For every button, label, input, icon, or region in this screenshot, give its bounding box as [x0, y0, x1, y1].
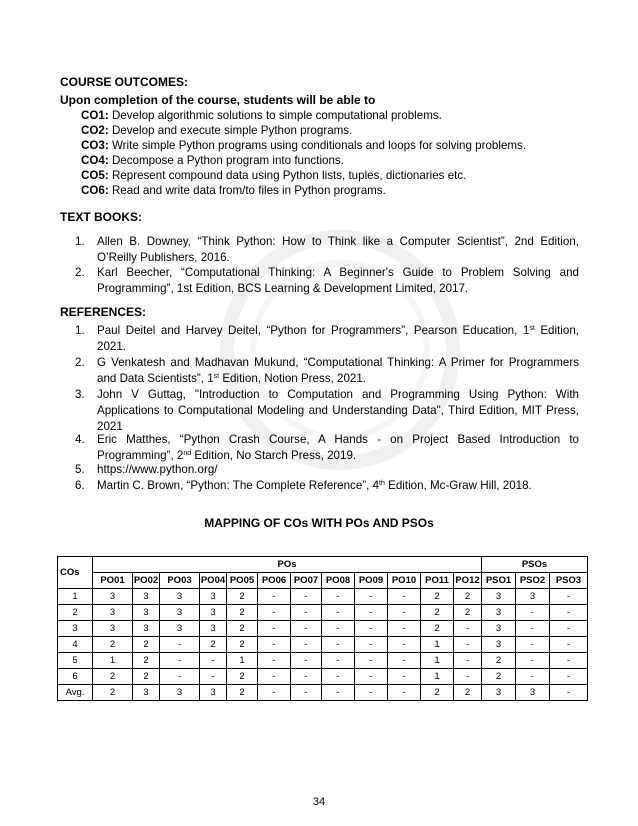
reference-superscript: th	[379, 480, 385, 487]
reference-superscript: st	[213, 373, 220, 380]
reference-text	[97, 387, 579, 435]
mapping-title: MAPPING OF COs WITH POs AND PSOs	[204, 516, 434, 530]
table-cell: -	[454, 621, 482, 637]
text-book-text-content: Karl Beecher, “Computational Thinking: A Beginner's Guide to Problem Solving and Programming”, 1st Edition, BCS Learning & Development Limited, 2017.	[97, 266, 579, 295]
course-outcome-item	[81, 169, 466, 182]
table-cell: 1	[421, 669, 454, 685]
reference-text	[97, 478, 579, 494]
table-cell: -	[258, 637, 291, 653]
table-row	[58, 637, 588, 653]
table-cell: 2	[93, 637, 133, 653]
table-cell: 3	[93, 589, 133, 605]
course-outcome-text: Develop algorithmic solutions to simple computational problems.	[111, 109, 442, 122]
table-cell: 2	[482, 653, 516, 669]
course-outcome-text: Decompose a Python program into functions.	[111, 154, 344, 167]
row-co-label: Avg.	[58, 685, 93, 701]
course-outcome-text: Read and write data from/to files in Python programs.	[111, 184, 386, 197]
text-book-text-content: Allen B. Downey, “Think Python: How to Think like a Computer Scientist”, 2nd Edition, O’Reilly Publishers, 2016.	[97, 235, 579, 264]
course-outcome-code: CO4:	[81, 154, 109, 167]
column-header: PO01	[93, 573, 133, 589]
table-cell: -	[160, 637, 200, 653]
column-header: PSO2	[516, 573, 550, 589]
table-cell: 3	[482, 637, 516, 653]
table-cell: -	[291, 637, 322, 653]
table-cell: 3	[200, 685, 227, 701]
table-cell: -	[258, 685, 291, 701]
course-outcome-code: CO3:	[81, 139, 109, 152]
table-cell: -	[258, 605, 291, 621]
text-book-text	[97, 234, 579, 266]
table-cell: 2	[421, 605, 454, 621]
reference-number: 2.	[75, 356, 85, 369]
mapping-table-body	[58, 589, 588, 701]
course-outcome-item	[81, 124, 352, 137]
table-cell: 2	[227, 637, 258, 653]
table-row	[58, 621, 588, 637]
table-cell: -	[516, 653, 550, 669]
reference-text-tail: Edition, No Starch Press, 2019.	[191, 449, 357, 462]
reference-number: 5.	[75, 463, 85, 476]
table-cell: -	[454, 653, 482, 669]
course-outcome-item	[81, 139, 526, 152]
table-cell: 2	[133, 669, 160, 685]
table-cell: 3	[160, 685, 200, 701]
table-cell: 3	[200, 621, 227, 637]
table-cell: 2	[421, 589, 454, 605]
table-cell: 2	[454, 605, 482, 621]
table-cell: -	[322, 605, 355, 621]
reference-text-content: Paul Deitel and Harvey Deitel, “Python for Programmers”, Pearson Education, 1	[97, 324, 530, 337]
table-cell: 2	[421, 621, 454, 637]
table-row	[58, 653, 588, 669]
table-cell: -	[200, 669, 227, 685]
reference-number: 1.	[75, 324, 85, 337]
table-cell: 3	[200, 589, 227, 605]
references-heading: REFERENCES:	[60, 305, 147, 319]
course-outcomes-intro: Upon completion of the course, students will be able to	[60, 93, 376, 107]
table-cell: 3	[482, 605, 516, 621]
table-cell: 3	[93, 605, 133, 621]
table-cell: -	[550, 637, 588, 653]
reference-number: 6.	[75, 479, 85, 492]
table-cell: -	[550, 653, 588, 669]
table-cell: -	[388, 621, 421, 637]
mapping-table	[57, 556, 588, 701]
reference-text-tail: Edition, 2021.	[97, 324, 579, 353]
table-cell: -	[322, 653, 355, 669]
column-header: PO03	[160, 573, 200, 589]
table-cell: -	[550, 685, 588, 701]
course-outcome-code: CO6:	[81, 184, 109, 197]
row-co-label: 6	[58, 669, 93, 685]
table-cell: 2	[200, 637, 227, 653]
table-cell: 3	[482, 621, 516, 637]
table-cell: -	[291, 685, 322, 701]
table-row	[58, 669, 588, 685]
reference-superscript: nd	[183, 450, 192, 457]
table-cell: -	[291, 589, 322, 605]
row-co-label: 4	[58, 637, 93, 653]
row-co-label: 3	[58, 621, 93, 637]
column-header: PO04	[200, 573, 227, 589]
column-header: PO05	[227, 573, 258, 589]
table-cell: -	[388, 605, 421, 621]
column-header: PSO1	[482, 573, 516, 589]
course-outcome-code: CO2:	[81, 124, 109, 137]
table-cell: 3	[516, 685, 550, 701]
column-header: PO02	[133, 573, 160, 589]
table-cell: 2	[227, 669, 258, 685]
column-header: PO06	[258, 573, 291, 589]
table-cell: -	[516, 605, 550, 621]
table-cell: -	[550, 621, 588, 637]
table-cell: 2	[227, 589, 258, 605]
table-cell: 3	[160, 605, 200, 621]
table-cell: 2	[421, 685, 454, 701]
column-header: PO07	[291, 573, 322, 589]
table-cell: -	[454, 669, 482, 685]
table-cell: -	[291, 605, 322, 621]
table-cell: -	[550, 605, 588, 621]
reference-text-tail: Edition, Mc-Graw Hill, 2018.	[384, 479, 532, 492]
column-header-row	[58, 573, 588, 589]
table-cell: -	[160, 669, 200, 685]
text-book-text	[97, 265, 579, 297]
table-row	[58, 589, 588, 605]
table-cell: -	[454, 637, 482, 653]
table-cell: -	[322, 637, 355, 653]
table-cell: -	[291, 621, 322, 637]
table-cell: 3	[200, 605, 227, 621]
table-cell: -	[355, 685, 388, 701]
table-cell: 2	[227, 621, 258, 637]
table-cell: -	[516, 637, 550, 653]
table-cell: -	[388, 685, 421, 701]
table-cell: 2	[227, 685, 258, 701]
table-cell: -	[355, 637, 388, 653]
table-cell: -	[322, 685, 355, 701]
reference-number: 3.	[75, 388, 85, 401]
table-cell: -	[258, 621, 291, 637]
table-cell: -	[550, 669, 588, 685]
table-cell: -	[200, 653, 227, 669]
table-row	[58, 685, 588, 701]
table-cell: -	[258, 589, 291, 605]
cos-header: COs	[58, 557, 93, 589]
table-cell: -	[516, 669, 550, 685]
reference-text-content: https://www.python.org/	[97, 463, 218, 476]
table-cell: 3	[133, 621, 160, 637]
table-cell: 1	[421, 653, 454, 669]
table-cell: -	[516, 621, 550, 637]
table-cell: -	[388, 589, 421, 605]
table-cell: -	[322, 669, 355, 685]
table-cell: 2	[454, 685, 482, 701]
reference-text	[97, 355, 579, 387]
course-outcome-item	[81, 109, 442, 122]
table-cell: 1	[421, 637, 454, 653]
table-cell: 3	[482, 589, 516, 605]
reference-text-tail: Edition, Notion Press, 2021.	[219, 372, 367, 385]
table-cell: -	[388, 669, 421, 685]
table-cell: -	[322, 589, 355, 605]
table-cell: -	[355, 669, 388, 685]
table-row	[58, 605, 588, 621]
psos-header: PSOs	[482, 557, 588, 573]
table-cell: 3	[93, 621, 133, 637]
course-outcome-code: CO1:	[81, 109, 109, 122]
table-cell: 1	[227, 653, 258, 669]
course-outcome-text: Represent compound data using Python lists, tuples, dictionaries etc.	[111, 169, 467, 182]
table-cell: -	[291, 669, 322, 685]
reference-number: 4.	[75, 433, 85, 446]
column-header: PO12	[454, 573, 482, 589]
row-co-label: 1	[58, 589, 93, 605]
table-cell: -	[550, 589, 588, 605]
reference-text	[97, 432, 579, 464]
table-cell: -	[322, 621, 355, 637]
table-cell: 3	[482, 685, 516, 701]
table-cell: 3	[516, 589, 550, 605]
table-cell: -	[355, 653, 388, 669]
table-cell: -	[388, 637, 421, 653]
table-cell: 3	[133, 589, 160, 605]
pos-header: POs	[93, 557, 482, 573]
course-outcome-text: Write simple Python programs using conditionals and loops for solving problems.	[111, 139, 527, 152]
column-header: PO10	[388, 573, 421, 589]
column-header: PSO3	[550, 573, 588, 589]
table-cell: -	[160, 653, 200, 669]
reference-text-content: Martin C. Brown, “Python: The Complete Reference”, 4	[97, 479, 380, 492]
reference-text-content: Eric Matthes, “Python Crash Course, A Hands - on Project Based Introduction to Programming”, 2	[97, 433, 579, 462]
course-outcome-item	[81, 184, 386, 197]
table-cell: 3	[160, 589, 200, 605]
table-cell: 2	[93, 685, 133, 701]
table-cell: 3	[160, 621, 200, 637]
column-header: PO09	[355, 573, 388, 589]
table-cell: 2	[454, 589, 482, 605]
course-outcome-text: Develop and execute simple Python programs.	[111, 124, 353, 137]
table-cell: 2	[133, 637, 160, 653]
page-number: 34	[312, 796, 326, 808]
table-cell: -	[258, 669, 291, 685]
column-header: PO08	[322, 573, 355, 589]
table-cell: -	[355, 621, 388, 637]
course-outcome-code: CO5:	[81, 169, 109, 182]
table-cell: 2	[482, 669, 516, 685]
text-book-number: 1.	[75, 235, 85, 248]
column-header: PO11	[421, 573, 454, 589]
table-cell: 2	[133, 653, 160, 669]
table-cell: -	[291, 653, 322, 669]
text-books-heading: TEXT BOOKS:	[60, 210, 143, 224]
table-cell: -	[355, 589, 388, 605]
row-co-label: 5	[58, 653, 93, 669]
reference-text-content: John V Guttag, "Introduction to Computation and Programming Using Python: With Applications to Computational Modeling and Understanding Data", Third Edition, MIT Press, 2021	[97, 388, 579, 433]
table-cell: 2	[227, 605, 258, 621]
course-outcomes-heading: COURSE OUTCOMES:	[60, 75, 189, 89]
table-cell: 3	[133, 605, 160, 621]
table-cell: 1	[93, 653, 133, 669]
text-book-number: 2.	[75, 266, 85, 279]
table-cell: -	[258, 653, 291, 669]
row-co-label: 2	[58, 605, 93, 621]
table-cell: -	[355, 605, 388, 621]
reference-text-content: G Venkatesh and Madhavan Mukund, “Computational Thinking: A Primer for Programmers and Data Scientists”, 1	[97, 356, 579, 385]
reference-superscript: st	[529, 325, 535, 332]
course-outcome-item	[81, 154, 344, 167]
table-cell: 2	[93, 669, 133, 685]
table-cell: -	[388, 653, 421, 669]
reference-text	[97, 462, 579, 478]
table-cell: 3	[133, 685, 160, 701]
reference-text	[97, 323, 579, 355]
